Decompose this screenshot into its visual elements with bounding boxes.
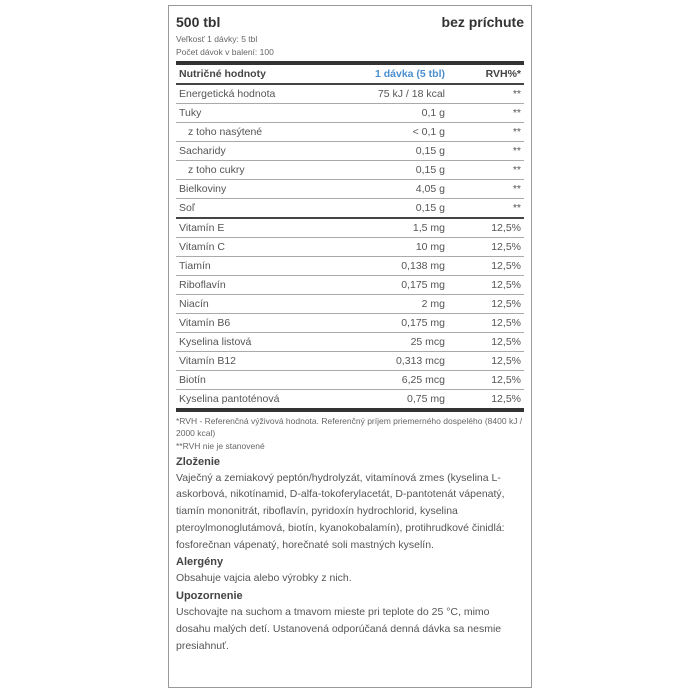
table-row — [176, 180, 524, 199]
cell-value: 0,15 g — [292, 199, 448, 219]
cell-value: 0,313 mcg — [292, 352, 448, 371]
table-row — [176, 142, 524, 161]
nutrition-table — [176, 65, 524, 412]
cell-name: Soľ — [176, 199, 292, 219]
section-text: Uschovajte na suchom a tmavom mieste pri teplote do 25 °C, mimo dosahu malých detí. Ustanovená odporúčaná denná dávka sa nesmie presiahnuť. — [176, 606, 502, 652]
cell-value: 0,15 g — [292, 161, 448, 180]
cell-value: 0,1 g — [292, 104, 448, 123]
cell-name: z toho cukry — [176, 161, 292, 180]
cell-rvh: 12,5% — [448, 333, 524, 352]
cell-rvh: 12,5% — [448, 371, 524, 390]
cell-value: 0,175 mg — [292, 314, 448, 333]
cell-rvh: ** — [448, 180, 524, 199]
cell-value: 0,15 g — [292, 142, 448, 161]
cell-rvh: ** — [448, 104, 524, 123]
cell-rvh: ** — [448, 84, 524, 104]
cell-value: 0,138 mg — [292, 257, 448, 276]
cell-rvh: 12,5% — [448, 276, 524, 295]
cell-rvh: 12,5% — [448, 390, 524, 411]
cell-rvh: ** — [448, 142, 524, 161]
cell-name: Sacharidy — [176, 142, 292, 161]
cell-name: z toho nasýtené — [176, 123, 292, 142]
cell-name: Bielkoviny — [176, 180, 292, 199]
serving-size: Veľkosť 1 dávky: 5 tbl — [176, 34, 258, 44]
cell-name: Kyselina pantoténová — [176, 390, 292, 411]
cell-name: Kyselina listová — [176, 333, 292, 352]
cell-name: Vitamín E — [176, 218, 292, 238]
cell-name: Riboflavín — [176, 276, 292, 295]
table-row — [176, 257, 524, 276]
cell-rvh: 12,5% — [448, 352, 524, 371]
cell-rvh: 12,5% — [448, 295, 524, 314]
cell-value: 75 kJ / 18 kcal — [292, 84, 448, 104]
table-row — [176, 295, 524, 314]
cell-value: 2 mg — [292, 295, 448, 314]
cell-value: 6,25 mcg — [292, 371, 448, 390]
table-row — [176, 161, 524, 180]
cell-value: < 0,1 g — [292, 123, 448, 142]
table-row — [176, 352, 524, 371]
cell-rvh: ** — [448, 123, 524, 142]
table-row — [176, 84, 524, 104]
cell-rvh: ** — [448, 161, 524, 180]
cell-rvh: 12,5% — [448, 218, 524, 238]
cell-name: Vitamín C — [176, 238, 292, 257]
table-row — [176, 390, 524, 411]
flavor: bez príchute — [441, 14, 524, 30]
cell-name: Tuky — [176, 104, 292, 123]
nutrition-label — [168, 5, 532, 688]
col-nutrient: Nutričné hodnoty — [176, 65, 292, 84]
package-size: 500 tbl — [176, 14, 221, 30]
section-title: Upozornenie — [176, 590, 243, 603]
col-serving: 1 dávka (5 tbl) — [292, 65, 448, 84]
cell-rvh: ** — [448, 199, 524, 219]
table-row — [176, 333, 524, 352]
footnote-rvh: *RVH - Referenčná výživová hodnota. Referenčný príjem priemerného dospelého (8400 kJ / 2000 kcal) — [176, 416, 523, 438]
section-text: Obsahuje vajcia alebo výrobky z nich. — [176, 572, 352, 585]
table-row — [176, 123, 524, 142]
section-title: Zloženie — [176, 455, 221, 468]
table-row — [176, 276, 524, 295]
cell-rvh: 12,5% — [448, 238, 524, 257]
section-title: Alergény — [176, 556, 224, 569]
cell-name: Tiamín — [176, 257, 292, 276]
table-row — [176, 238, 524, 257]
cell-name: Vitamín B12 — [176, 352, 292, 371]
section-text: Vaječný a zemiakový peptón/hydrolyzát, vitamínová zmes (kyselina L-askorbová, nikotínamid, D-alfa-tokoferylacetát, D-pantotenát vápenatý, tiamín mononitrát, riboflavín, pyridoxín hydrochlorid, kyselina pteroylmonoglutámová, biotín, kyanokobalamín), protihrudkové činidlá: fosforečnan vápenatý, horečnaté soli mastných kyselín. — [176, 471, 505, 551]
cell-value: 0,175 mg — [292, 276, 448, 295]
table-row — [176, 371, 524, 390]
table-row — [176, 104, 524, 123]
label-header — [176, 14, 524, 30]
cell-rvh: 12,5% — [448, 314, 524, 333]
servings-per-pack: Počet dávok v balení: 100 — [176, 46, 274, 57]
cell-value: 1,5 mg — [292, 218, 448, 238]
cell-rvh: 12,5% — [448, 257, 524, 276]
table-row — [176, 199, 524, 219]
cell-value: 25 mcg — [292, 333, 448, 352]
cell-name: Energetická hodnota — [176, 84, 292, 104]
cell-value: 0,75 mg — [292, 390, 448, 411]
cell-name: Vitamín B6 — [176, 314, 292, 333]
cell-value: 4,05 g — [292, 180, 448, 199]
table-row — [176, 314, 524, 333]
table-row — [176, 218, 524, 238]
cell-value: 10 mg — [292, 238, 448, 257]
footnote-not-set: **RVH nie je stanovené — [176, 441, 265, 451]
col-rvh: RVH%* — [448, 65, 524, 84]
cell-name: Niacín — [176, 295, 292, 314]
cell-name: Biotín — [176, 371, 292, 390]
